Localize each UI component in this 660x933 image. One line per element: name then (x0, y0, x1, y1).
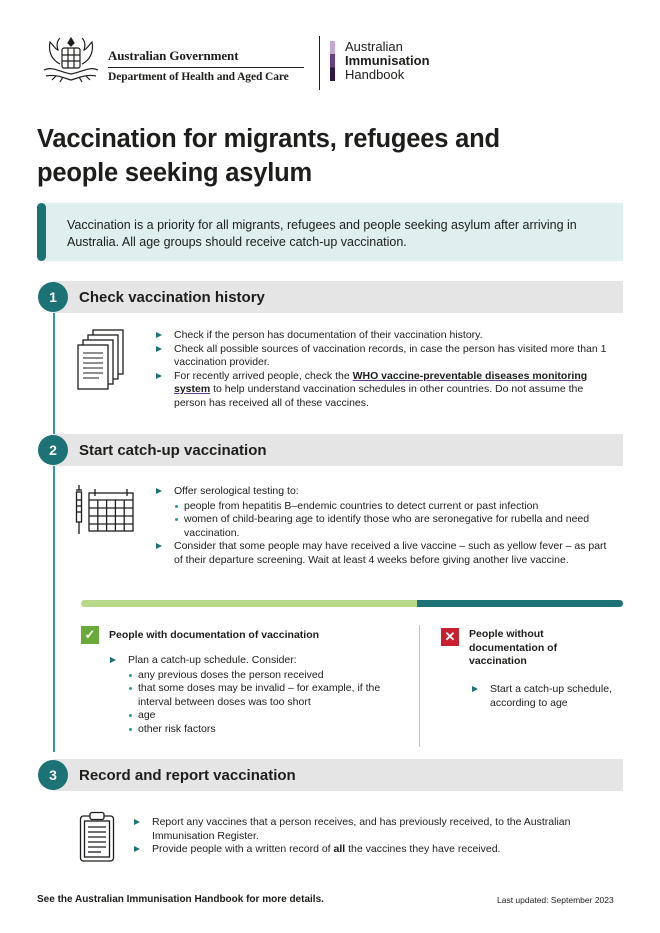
with-docs-heading: People with documentation of vaccination (109, 629, 320, 641)
list-item: other risk factors (128, 723, 414, 737)
bullet-text: For recently arrived people, check the (174, 369, 353, 382)
intro-accent-bar (37, 203, 46, 261)
without-docs-heading (469, 628, 619, 669)
handbook-logo-line2: Immunisation (345, 53, 430, 68)
list-item (155, 370, 613, 411)
step-3-title: Record and report vaccination (79, 767, 296, 784)
list-item: Consider that some people may have received a live vaccine – such as yellow fever – as part of their departure screening. Wait at least 4 weeks before giving another live vaccine. (155, 540, 615, 567)
page-title-line1: Vaccination for migrants, refugees and (37, 125, 500, 153)
intro-text: Vaccination is a priority for all migrants, refugees and people seeking asylum after arriving in Australia. All age groups should receive catch-up vaccination. (67, 218, 577, 249)
list-item: Report any vaccines that a person receives, and has previously received, to the Australian Immunisation Register. (133, 816, 618, 843)
clipboard-icon (79, 811, 115, 863)
columns-divider (419, 625, 420, 747)
check-icon: ✓ (81, 626, 99, 644)
list-item: Start a catch-up schedule, according to age (471, 683, 621, 710)
step-3-number: 3 (38, 760, 68, 790)
list-item: women of child-bearing age to identify those who are seronegative for rubella and need vaccination. (174, 513, 615, 540)
syringe-calendar-icon (73, 484, 135, 536)
bullet-emphasis: all (333, 843, 346, 855)
government-name: Australian Government (108, 48, 239, 63)
step-1-title: Check vaccination history (79, 289, 265, 306)
step-2-number: 2 (38, 435, 68, 465)
cross-icon: ✕ (441, 628, 459, 646)
without-docs-bullets (471, 683, 621, 710)
bullet-text: Provide people with a written record of (152, 843, 334, 855)
list-item: that some doses may be invalid – for example, if the interval between doses was too short (128, 682, 414, 709)
step-1-bullets (155, 329, 613, 410)
handbook-logo-line1: Australian (345, 39, 403, 54)
bullet-text: the vaccines they have received. (345, 843, 501, 855)
page-title (37, 122, 597, 190)
step-3-bullets (133, 816, 618, 857)
with-docs-bullets (109, 654, 414, 736)
government-divider (108, 67, 304, 68)
list-item (109, 654, 414, 736)
handbook-logo-line3: Handbook (345, 67, 405, 82)
page-title-line2: people seeking asylum (37, 159, 312, 187)
with-docs-bar (81, 600, 421, 607)
documents-icon (77, 328, 127, 392)
catch-up-sublist (128, 669, 414, 737)
list-item: age (128, 709, 414, 723)
list-item (155, 485, 615, 540)
list-item: Check if the person has documentation of their vaccination history. (155, 329, 613, 343)
who-monitoring-link[interactable]: WHO vaccine-preventable diseases monitoring system (174, 369, 588, 395)
without-docs-heading-line3: vaccination (469, 655, 527, 667)
logo-divider (319, 36, 320, 90)
bullet-text: Offer serological testing to: (174, 485, 299, 497)
list-item (133, 843, 618, 857)
without-docs-heading-line1: People without (469, 628, 544, 640)
without-docs-heading-line2: documentation of (469, 641, 558, 654)
bullet-text: to help understand vaccination schedules in other countries. Do not assume the person has received all of these vaccines. (174, 383, 584, 409)
steps-timeline-line (53, 312, 55, 752)
footer-see-more: See the Australian Immunisation Handbook for more details. (37, 894, 324, 905)
coat-of-arms-icon (38, 34, 104, 86)
bullet-text: Plan a catch-up schedule. Consider: (128, 654, 297, 666)
list-item: any previous doses the person received (128, 669, 414, 683)
department-name: Department of Health and Aged Care (108, 71, 289, 83)
step-1-number: 1 (38, 282, 68, 312)
serology-sublist (174, 500, 615, 541)
step-2-bullets (155, 485, 615, 567)
list-item: Check all possible sources of vaccination records, in case the person has visited more than 1 vaccination provider. (155, 343, 613, 370)
footer-last-updated: Last updated: September 2023 (497, 895, 614, 905)
handbook-logo-bar (330, 41, 335, 81)
without-docs-bar (417, 600, 623, 607)
step-2-title: Start catch-up vaccination (79, 442, 267, 459)
list-item: people from hepatitis B–endemic countries to detect current or past infection (174, 500, 615, 514)
